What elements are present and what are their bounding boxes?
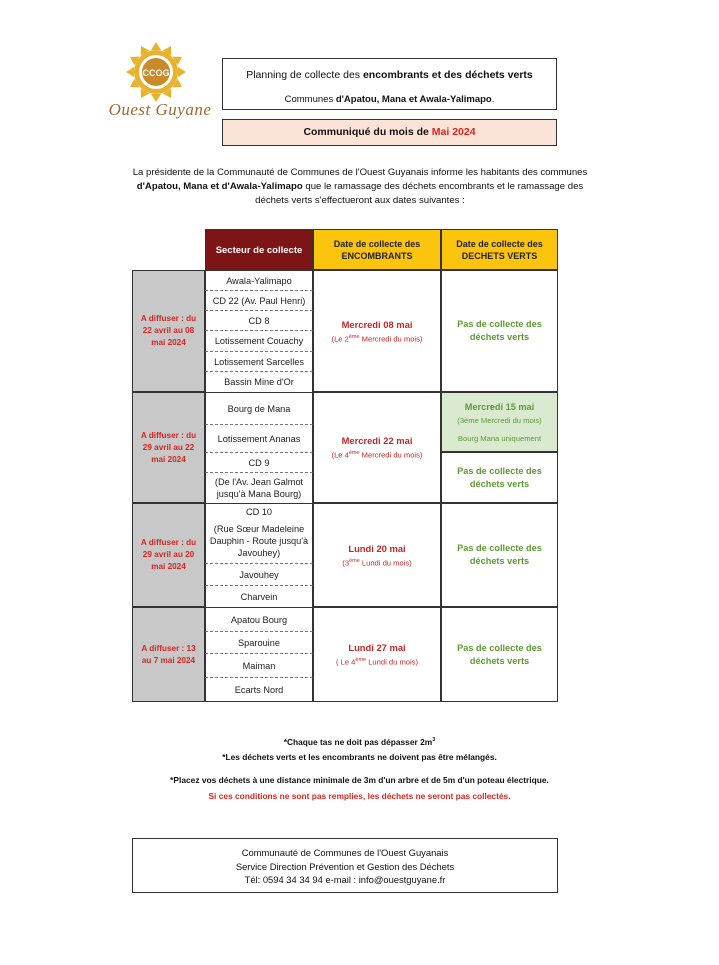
diffusion-period: A diffuser : 13 au 7 mai 2024 bbox=[132, 607, 205, 702]
sector-name: Ecarts Nord bbox=[205, 677, 313, 702]
sector-name: (De l'Av. Jean Galmot jusqu'à Mana Bourg) bbox=[205, 472, 313, 503]
footer-contact-line: Tél: 0594 34 34 94 e-mail : info@ouestguyane.fr bbox=[244, 874, 446, 885]
encombrants-date: Lundi 20 mai bbox=[348, 542, 406, 554]
sector-name: Charvein bbox=[205, 585, 313, 607]
sector-name: Lotissement Sarcelles bbox=[205, 351, 313, 371]
sector-name: (Rue Sœur Madeleine Dauphin - Route jusqu'à Javouhey) bbox=[205, 519, 313, 563]
dechets-verts-cell bbox=[441, 270, 558, 392]
logo-badge-text: CCOG bbox=[142, 68, 170, 78]
footer-service: Service Direction Prévention et Gestion des Déchets bbox=[235, 860, 455, 872]
sector-name: CD 22 (Av. Paul Henri) bbox=[205, 290, 313, 310]
dechets-verts-text: Pas de collecte des déchets verts bbox=[457, 319, 542, 342]
footer-contact bbox=[132, 838, 558, 893]
collection-table bbox=[132, 229, 558, 702]
sector-name: CD 8 bbox=[205, 310, 313, 330]
dechets-verts-special-date: Mercredi 15 mai bbox=[464, 402, 535, 412]
diffusion-period: A diffuser : du 22 avril au 08 mai 2024 bbox=[132, 270, 205, 392]
encombrants-note: (3ème Lundi du mois) bbox=[342, 557, 412, 568]
dechets-verts-cell bbox=[441, 452, 558, 503]
header-encombrants: Date de collecte des ENCOMBRANTS bbox=[313, 229, 441, 270]
sector-name: Lotissement Couachy bbox=[205, 330, 313, 351]
diffusion-period: A diffuser : du 29 avril au 22 mai 2024 bbox=[132, 392, 205, 503]
encombrants-cell bbox=[313, 270, 441, 392]
planning-title: Planning de collecte des encombrants et des déchets verts bbox=[246, 69, 533, 81]
sector-name: Maiman bbox=[205, 653, 313, 677]
communique-month: Mai 2024 bbox=[431, 126, 476, 138]
dechets-verts-text: Pas de collecte des déchets verts bbox=[457, 642, 542, 666]
encombrants-cell bbox=[313, 503, 441, 607]
sector-name: Lotissement Ananas bbox=[205, 424, 313, 452]
sector-name: CD 9 bbox=[205, 452, 313, 472]
encombrants-date: Mercredi 08 mai bbox=[341, 318, 413, 330]
note-warning: Si ces conditions ne sont pas remplies, les déchets ne seront pas collectés. bbox=[208, 791, 511, 801]
dechets-verts-special-note: (3ème Mercredi du mois) bbox=[457, 416, 542, 425]
communes-line: Communes d'Apatou, Mana et Awala-Yalimapo. bbox=[284, 94, 495, 105]
encombrants-note: (Le 4ème Mercredi du mois) bbox=[331, 450, 423, 460]
intro-paragraph: La présidente de la Communauté de Communes de l'Ouest Guyanais informe les habitants des communes d'Apatou, Mana et d'Awala-Yalimapo que le ramassage des déchets encombrants et le ramassage des déchets verts s'effectueront aux dates suivantes : bbox=[132, 167, 588, 206]
diffusion-period: A diffuser : du 29 avril au 20 mai 2024 bbox=[132, 503, 205, 607]
dechets-verts-special-place: Bourg Mana uniquement bbox=[457, 434, 542, 443]
dechets-verts-text: Pas de collecte des déchets verts bbox=[457, 543, 542, 566]
sector-name: Sparouine bbox=[205, 631, 313, 653]
note-volume: *Chaque tas ne doit pas dépasser $2m^3$ bbox=[283, 737, 436, 747]
sector-name: Awala-Yalimapo bbox=[205, 270, 313, 290]
encombrants-note: (Le 2ème Mercredi du mois) bbox=[331, 333, 423, 344]
note-distance: *Placez vos déchets à une distance minimale de 3m d'un arbre et de 5m d'un poteau électrique. bbox=[170, 775, 549, 785]
sector-name: Bourg de Mana bbox=[205, 392, 313, 424]
encombrants-date: Lundi 27 mai bbox=[348, 642, 406, 654]
note-mixing: *Les déchets verts et les encombrants ne doivent pas être mélangés. bbox=[222, 752, 497, 762]
sector-name: Apatou Bourg bbox=[205, 607, 313, 631]
logo-brand-text: Ouest Guyane bbox=[108, 100, 212, 119]
dechets-verts-special-cell bbox=[441, 392, 558, 452]
dechets-verts-cell bbox=[441, 607, 558, 702]
dechets-verts-cell bbox=[441, 503, 558, 607]
dechets-verts-text: Pas de collecte des déchets verts bbox=[457, 465, 542, 489]
sector-name: Javouhey bbox=[205, 563, 313, 585]
communique-box: Communiqué du mois de Mai 2024 bbox=[222, 119, 557, 146]
title-box bbox=[222, 58, 557, 110]
header-secteur: Secteur de collecte bbox=[205, 229, 313, 270]
encombrants-note: ( Le 4ème Lundi du mois) bbox=[335, 657, 419, 667]
sector-name: CD 10 bbox=[205, 503, 313, 519]
encombrants-cell bbox=[313, 392, 441, 503]
footer-org: Communauté de Communes de l'Ouest Guyanais bbox=[241, 847, 449, 858]
encombrants-date: Mercredi 22 mai bbox=[341, 435, 413, 447]
encombrants-cell bbox=[313, 607, 441, 702]
header-dechets-verts: Date de collecte des DECHETS VERTS bbox=[441, 229, 558, 270]
sector-name: Bassin Mine d'Or bbox=[205, 371, 313, 392]
